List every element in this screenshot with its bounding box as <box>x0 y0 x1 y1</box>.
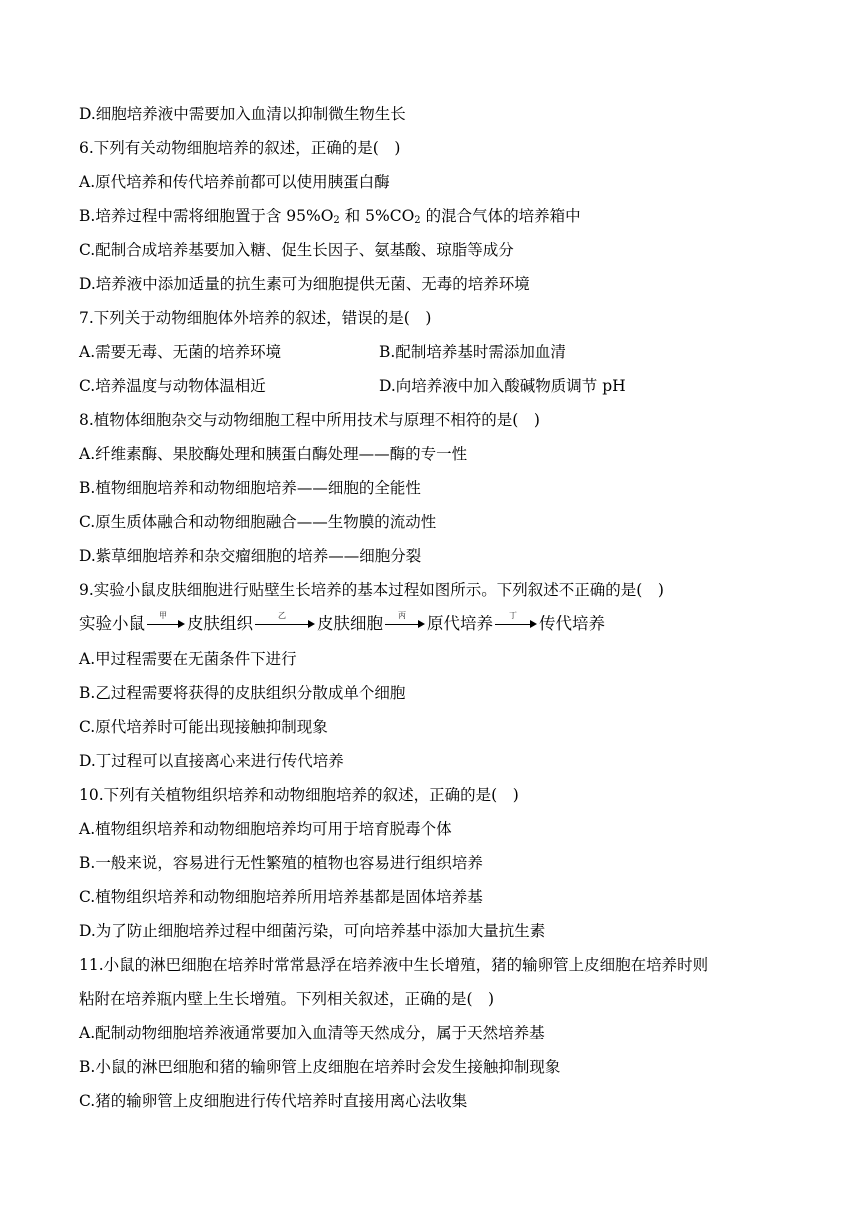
q9-option-d: D.丁过程可以直接离心来进行传代培养 <box>79 752 344 770</box>
q10-option-c: C.植物组织培养和动物细胞培养所用培养基都是固体培养基 <box>79 888 483 906</box>
q7-options-row-2 <box>79 376 790 396</box>
flow-arrow-label-yi: 乙 <box>278 611 286 620</box>
flow-node-skin-cells: 皮肤细胞 <box>317 614 383 633</box>
q6-option-c: C.配制合成培养基要加入糖、促生长因子、氨基酸、琼脂等成分 <box>79 241 514 259</box>
flow-arrow-label-jia: 甲 <box>159 611 167 620</box>
flow-arrow-bing <box>385 611 425 634</box>
flow-node-subculture: 传代培养 <box>539 614 605 633</box>
q11-stem-line-2: 粘附在培养瓶内壁上生长增殖。下列相关叙述，正确的是( ) <box>79 990 495 1008</box>
q8-option-c: C.原生质体融合和动物细胞融合——生物膜的流动性 <box>79 513 437 531</box>
q6b-text-3: 的混合气体的培养箱中 <box>420 207 581 225</box>
flow-arrow-label-bing: 丙 <box>398 611 406 620</box>
flow-arrow-ding <box>495 611 537 634</box>
q8-option-a: A.纤维素酶、果胶酶处理和胰蛋白酶处理——酶的专一性 <box>79 445 468 463</box>
q11-option-c: C.猪的输卵管上皮细胞进行传代培养时直接用离心法收集 <box>79 1092 468 1110</box>
q10-option-a: A.植物组织培养和动物细胞培养均可用于培育脱毒个体 <box>79 820 452 838</box>
q9-flow-diagram <box>79 611 790 634</box>
q6b-sub-2: 2 <box>414 215 421 226</box>
flow-arrow-yi <box>255 611 315 634</box>
q9-option-a: A.甲过程需要在无菌条件下进行 <box>79 650 297 668</box>
q6-option-d: D.培养液中添加适量的抗生素可为细胞提供无菌、无毒的培养环境 <box>79 275 530 293</box>
q5-option-d: D.细胞培养液中需要加入血清以抑制微生物生长 <box>79 105 406 123</box>
flow-node-mouse: 实验小鼠 <box>79 614 145 633</box>
q8-option-b: B.植物细胞培养和动物细胞培养——细胞的全能性 <box>79 479 421 497</box>
q9-stem: 9.实验小鼠皮肤细胞进行贴壁生长培养的基本过程如图所示。下列叙述不正确的是( ) <box>79 581 664 599</box>
q11-option-b: B.小鼠的淋巴细胞和猪的输卵管上皮细胞在培养时会发生接触抑制现象 <box>79 1058 561 1076</box>
q6b-sub-1: 2 <box>333 215 340 226</box>
q7-option-b: B.配制培养基时需添加血清 <box>379 343 566 361</box>
q8-option-d: D.紫草细胞培养和杂交瘤细胞的培养——细胞分裂 <box>79 547 422 565</box>
q10-option-d: D.为了防止细胞培养过程中细菌污染，可向培养基中添加大量抗生素 <box>79 922 546 940</box>
q10-option-b: B.一般来说，容易进行无性繁殖的植物也容易进行组织培养 <box>79 854 483 872</box>
q7-option-d: D.向培养液中加入酸碱物质调节 pH <box>379 377 626 395</box>
q6b-text-2: 和 5%CO <box>339 207 415 225</box>
q11-option-a: A.配制动物细胞培养液通常要加入血清等天然成分，属于天然培养基 <box>79 1024 545 1042</box>
q7-stem: 7.下列关于动物细胞体外培养的叙述，错误的是( ) <box>79 309 432 327</box>
q7-option-c: C.培养温度与动物体温相近 <box>79 377 266 395</box>
q8-stem: 8.植物体细胞杂交与动物细胞工程中所用技术与原理不相符的是( ) <box>79 411 540 429</box>
q7-option-a: A.需要无毒、无菌的培养环境 <box>79 343 282 361</box>
q6-option-b <box>79 206 790 226</box>
q6-option-a: A.原代培养和传代培养前都可以使用胰蛋白酶 <box>79 173 390 191</box>
flow-arrow-jia <box>147 611 185 634</box>
flow-node-primary-culture: 原代培养 <box>427 614 493 633</box>
q9-option-c: C.原代培养时可能出现接触抑制现象 <box>79 718 328 736</box>
q7-options-row-1 <box>79 342 790 362</box>
flow-arrow-label-ding: 丁 <box>509 611 517 620</box>
q6b-text-1: B.培养过程中需将细胞置于含 95%O <box>79 207 334 225</box>
q11-stem-line-1: 11.小鼠的淋巴细胞在培养时常常悬浮在培养液中生长增殖，猪的输卵管上皮细胞在培养时则 <box>79 956 709 974</box>
flow-node-skin-tissue: 皮肤组织 <box>187 614 253 633</box>
q9-option-b: B.乙过程需要将获得的皮肤组织分散成单个细胞 <box>79 684 406 702</box>
q6-stem: 6.下列有关动物细胞培养的叙述，正确的是( ) <box>79 139 401 157</box>
q10-stem: 10.下列有关植物组织培养和动物细胞培养的叙述，正确的是( ) <box>79 786 519 804</box>
